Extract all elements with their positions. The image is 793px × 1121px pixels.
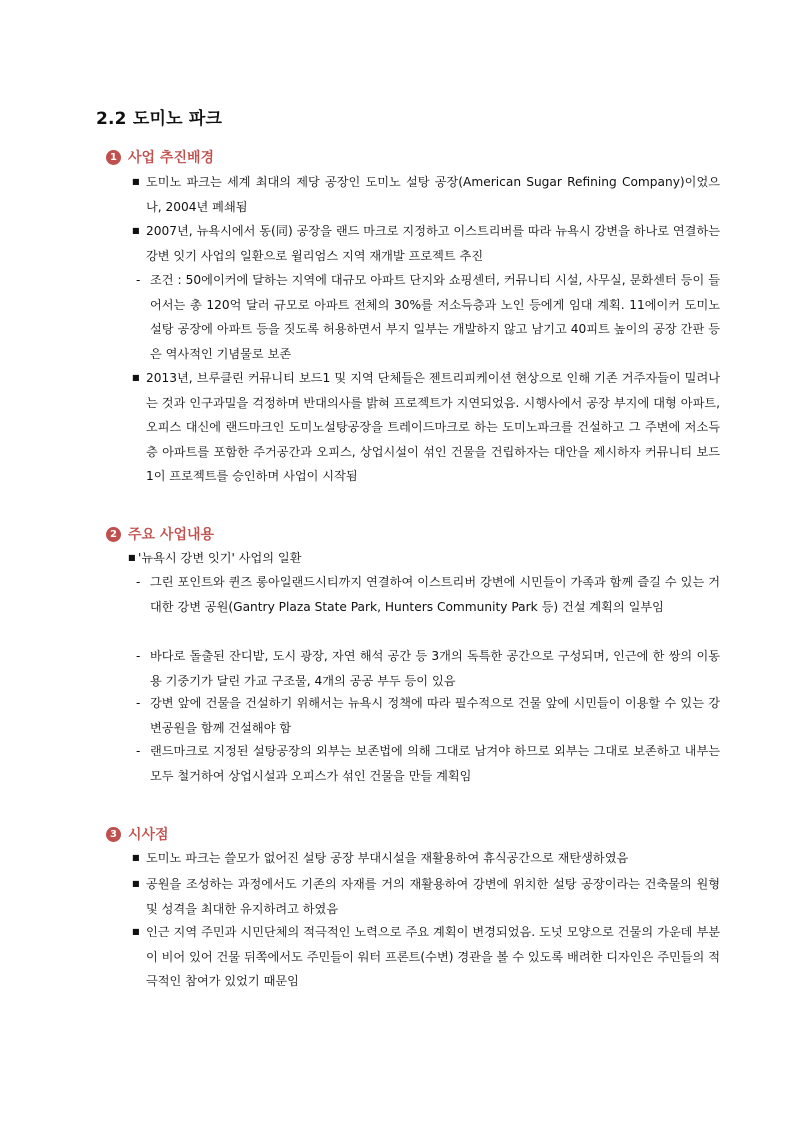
section-2-title bbox=[106, 524, 214, 544]
sub-list-item-text: 바다로 돌출된 잔디밭, 도시 광장, 자연 해석 공간 등 3개의 독특한 공간으로 구성되며, 인근에 한 쌍의 이동용 기중기가 달린 가교 구조물, 4개의 공공 부두 등이 있음 bbox=[150, 649, 720, 688]
section-title-text: 사업 추진배경 bbox=[128, 150, 215, 166]
square-bullet-icon: ■ bbox=[128, 553, 136, 562]
square-bullet-icon: ■ bbox=[132, 226, 140, 235]
list-item bbox=[132, 219, 720, 268]
list-item-text: 도미노 파크는 세계 최대의 제당 공장인 도미노 설탕 공장(American Sugar Refining Company)이었으나, 2004년 폐쇄됨 bbox=[146, 175, 720, 214]
list-item bbox=[128, 546, 720, 571]
list-item-text: 2013년, 브루클린 커뮤니티 보드1 및 지역 단체들은 젠트리피케이션 현상으로 인해 기존 거주자들이 밀려나는 것과 인구과밀을 걱정하며 반대의사를 밝혀 프로젝트가 지연되었음. 시행사에서 공장 부지에 대형 아파트, 오피스 대신에 랜드마크인 도미노설탕공장을 트레이드마크로 하는 도미노파크를 건설하고 그 주변에 저소득층 아파트를 포함한 주거공간과 오피스, 상업시설이 섞인 건물을 건립하자는 대안을 제시하자 커뮤니티 보드1이 프로젝트를 승인하며 사업이 시작됨 bbox=[146, 371, 720, 483]
square-bullet-icon: ■ bbox=[132, 853, 140, 862]
list-item bbox=[132, 846, 720, 871]
sub-list-item-text: 강변 앞에 건물을 건설하기 위해서는 뉴욕시 정책에 따라 필수적으로 건물 앞에 시민들이 이용할 수 있는 강변공원을 함께 건설해야 함 bbox=[150, 696, 720, 735]
sub-list-item bbox=[136, 691, 720, 740]
list-item-text: 공원을 조성하는 과정에서도 기존의 자재를 거의 재활용하여 강변에 위치한 설탕 공장이라는 건축물의 원형 및 성격을 최대한 유지하려고 하였음 bbox=[146, 877, 720, 916]
dash-marker: - bbox=[136, 696, 141, 710]
list-item bbox=[132, 872, 720, 921]
section-number-badge: 1 bbox=[106, 150, 121, 165]
square-bullet-icon: ■ bbox=[132, 879, 140, 888]
sub-list-item-text: 조건 : 50에이커에 달하는 지역에 대규모 아파트 단지와 쇼핑센터, 커뮤니티 시설, 사무실, 문화센터 등이 들어서는 총 120억 달러 규모로 아파트 전체의 30%를 저소득층과 노인 등에게 임대 계획. 11에이커 도미노 설탕 공장에 아파트 등을 짓도록 허용하면서 부지 일부는 개발하지 않고 남기고 40피트 높이의 공장 간판 등은 역사적인 기념물로 보존 bbox=[150, 273, 720, 361]
section-3-title bbox=[106, 824, 169, 844]
sub-list-item bbox=[136, 570, 720, 619]
list-item-text: 도미노 파크는 쓸모가 없어진 설탕 공장 부대시설을 재활용하여 휴식공간으로 재탄생하였음 bbox=[146, 851, 629, 865]
square-bullet-icon: ■ bbox=[132, 927, 140, 936]
sub-list-item bbox=[136, 739, 720, 788]
dash-marker: - bbox=[136, 273, 141, 287]
page-heading: 2.2 도미노 파크 bbox=[96, 109, 223, 129]
list-item bbox=[132, 920, 720, 994]
section-title-text: 주요 사업내용 bbox=[128, 527, 215, 543]
section-1-title bbox=[106, 147, 214, 167]
list-item-text: '뉴욕시 강변 잇기' 사업의 일환 bbox=[138, 551, 302, 565]
list-item bbox=[132, 170, 720, 219]
list-item-text: 2007년, 뉴욕시에서 동(同) 공장을 랜드 마크로 지정하고 이스트리버를 따라 뉴욕시 강변을 하나로 연결하는 강변 잇기 사업의 일환으로 윌리엄스 지역 재개발 프로젝트 추진 bbox=[146, 224, 721, 263]
dash-marker: - bbox=[136, 649, 141, 663]
sub-list-item bbox=[136, 268, 720, 366]
dash-marker: - bbox=[136, 744, 141, 758]
section-title-text: 시사점 bbox=[128, 827, 169, 843]
dash-marker: - bbox=[136, 575, 141, 589]
sub-list-item-text: 랜드마크로 지정된 설탕공장의 외부는 보존법에 의해 그대로 남겨야 하므로 외부는 그대로 보존하고 내부는 모두 철거하여 상업시설과 오피스가 섞인 건물을 만들 계획임 bbox=[150, 744, 720, 783]
square-bullet-icon: ■ bbox=[132, 373, 140, 382]
square-bullet-icon: ■ bbox=[132, 177, 140, 186]
sub-list-item bbox=[136, 644, 720, 693]
sub-list-item-text: 그린 포인트와 퀸즈 롱아일랜드시티까지 연결하여 이스트리버 강변에 시민들이 가족과 함께 즐길 수 있는 거대한 강변 공원(Gantry Plaza State Park, Hunters Community Park 등) 건설 계획의 일부임 bbox=[150, 575, 720, 614]
list-item bbox=[132, 366, 720, 489]
section-number-badge: 2 bbox=[106, 527, 121, 542]
list-item-text: 인근 지역 주민과 시민단체의 적극적인 노력으로 주요 계획이 변경되었음. 도넛 모양으로 건물의 가운데 부분이 비어 있어 건물 뒤쪽에서도 주민들이 워터 프론트(수변) 경관을 볼 수 있도록 배려한 디자인은 주민들의 적극적인 참여가 있었기 때문임 bbox=[146, 925, 720, 988]
section-number-badge: 3 bbox=[106, 827, 121, 842]
